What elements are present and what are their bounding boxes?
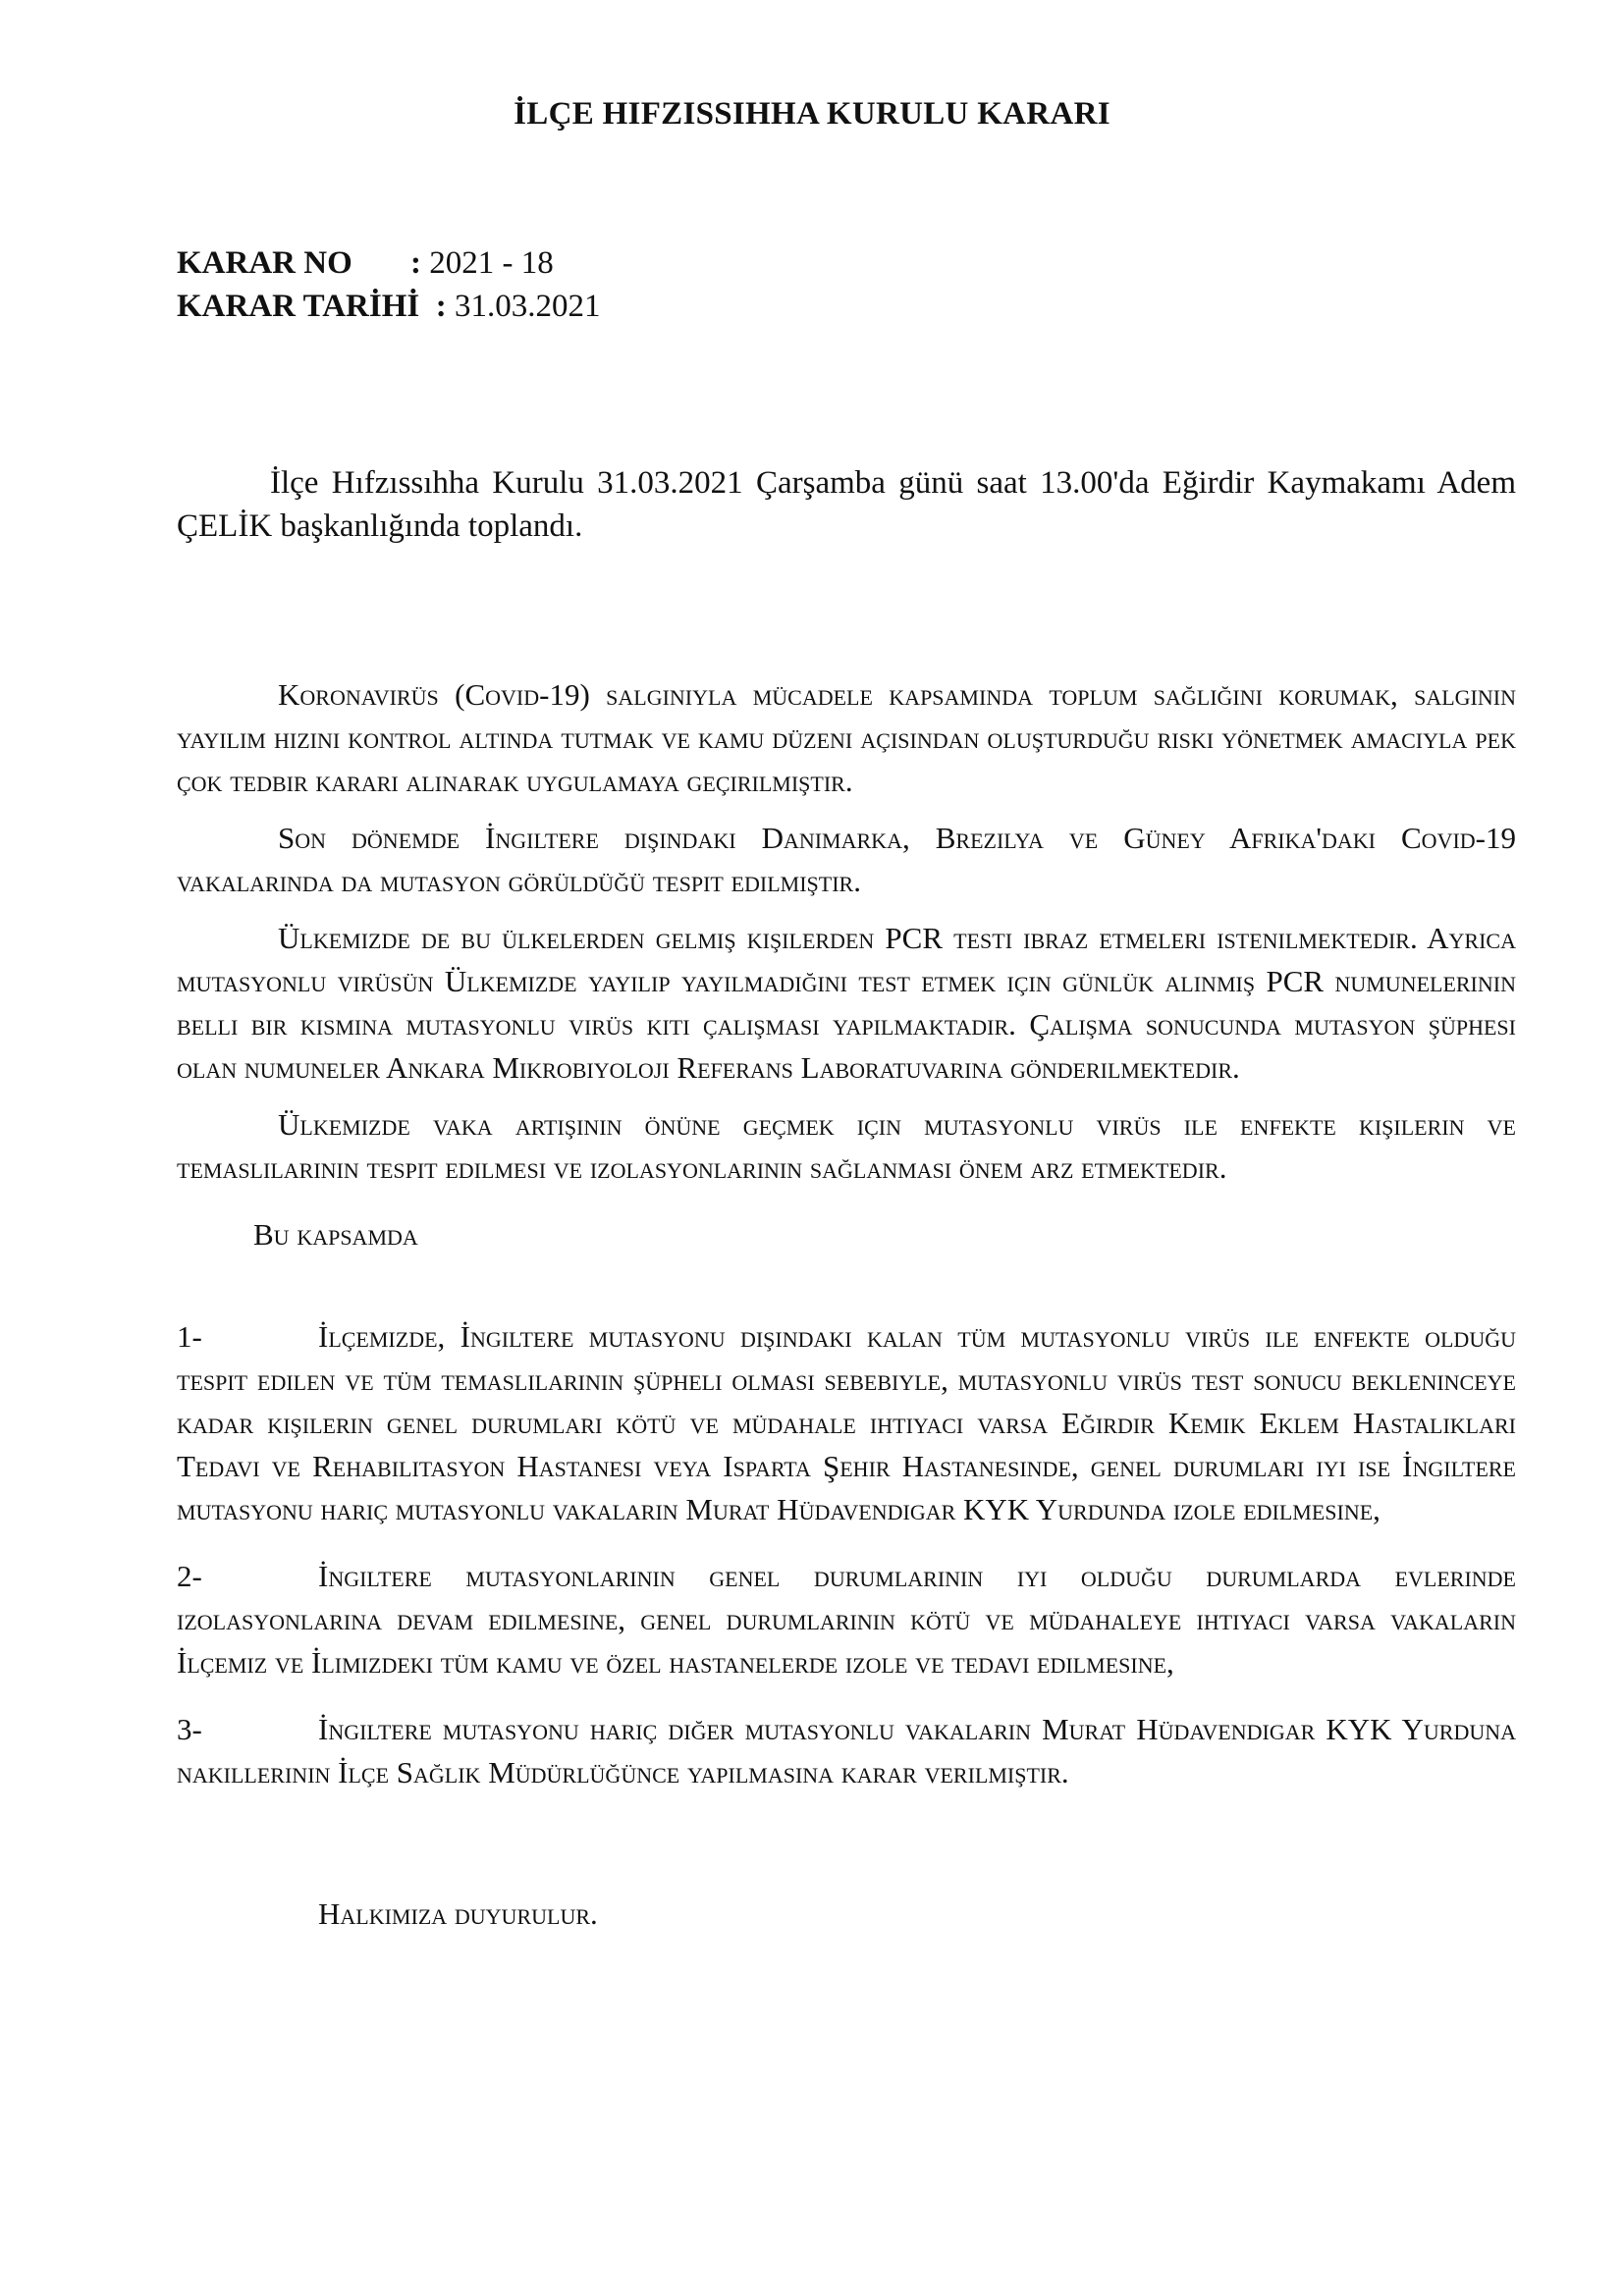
decision-number-colon: : xyxy=(410,245,421,281)
document-title: İLÇE HIFZISSIHHA KURULU KARARI xyxy=(514,96,1110,132)
body-paragraph: Ülkemizde de bu ülkelerden gelmiş kişilerden PCR testi ibraz etmeleri istenilmektedir. Ayrıca mutasyonlu virüsün Ülkemizde yayılıp yayılmadığını test etmek için günlük alınmış PCR numunelerinin belli bir kısmına mutasyonlu virüs kiti çalışması yapılmaktadır. Çalışma sonucunda mutasyon şüphesi olan numuneler Ankara Mikrobiyoloji Referans Laboratuvarına gönderilmektedir. xyxy=(177,921,1516,1085)
decision-item xyxy=(177,1315,1516,1531)
decision-item-number: 1- xyxy=(177,1319,202,1354)
decision-item-number: 3- xyxy=(177,1712,202,1746)
decision-item xyxy=(177,1708,1516,1794)
decision-date-row xyxy=(177,285,600,328)
decision-number-label: KARAR NO xyxy=(177,245,352,281)
decision-date-value: 31.03.2021 xyxy=(454,289,601,324)
intro-paragraph: İlçe Hıfzıssıhha Kurulu 31.03.2021 Çarşamba günü saat 13.00'da Eğirdir Kaymakamı Adem ÇELİK başkanlığında toplandı. xyxy=(177,465,1516,544)
decision-meta xyxy=(177,241,600,328)
decision-date-colon: : xyxy=(435,289,447,324)
document-body xyxy=(177,461,1516,1936)
body-paragraph: Son dönemde İngiltere dışındaki Danimarka, Brezilya ve Güney Afrika'daki Covid-19 vakalarında da mutasyon görüldüğü tespit edilmiştir. xyxy=(177,821,1516,898)
decision-number-row xyxy=(177,241,600,285)
closing-line: Halkımıza duyurulur. xyxy=(318,1896,598,1931)
decision-item-text: İngiltere mutasyonu hariç diğer mutasyonlu vakaların Murat Hüdavendigar KYK Yurduna nakillerinin İlçe Sağlık Müdürlüğünce yapılmasına karar verilmiştir. xyxy=(177,1712,1516,1789)
body-paragraph: Ülkemizde vaka artışının önüne geçmek için mutasyonlu virüs ile enfekte kişilerin ve temaslılarının tespit edilmesi ve izolasyonlarının sağlanması önem arz etmektedir. xyxy=(177,1107,1516,1185)
decision-item xyxy=(177,1555,1516,1684)
decision-item-text: İngiltere mutasyonlarının genel durumlarının iyi olduğu durumlarda evlerinde izolasyonlarına devam edilmesine, genel durumlarının kötü ve müdahaleye ihtiyacı varsa vakaların İlçemiz ve İlimizdeki tüm kamu ve özel hastanelerde izole ve tedavi edilmesine, xyxy=(177,1559,1517,1680)
decision-item-text: İlçemizde, İngiltere mutasyonu dışındaki kalan tüm mutasyonlu virüs ile enfekte olduğu tespit edilen ve tüm temaslılarının şüpheli olması sebebiyle, mutasyonlu virüs test sonucu beklenınceye kadar kişilerin genel durumları kötü ve müdahale ihtiyacı varsa Eğirdir Kemik Eklem Hastalıkları Tedavi ve Rehabilitasyon Hastanesi veya Isparta Şehir Hastanesinde, genel durumları iyi ise İngiltere mutasyonu hariç mutasyonlu vakaların Murat Hüdavendigar KYK Yurdunda izole edilmesine, xyxy=(177,1319,1516,1526)
decision-item-number: 2- xyxy=(177,1559,202,1593)
scope-heading: Bu kapsamda xyxy=(253,1217,418,1252)
body-paragraph: Koronavirüs (Covid-19) salgınıyla mücadele kapsamında toplum sağlığını korumak, salgının yayılım hızını kontrol altında tutmak ve kamu düzeni açısından oluşturduğu riski yönetmek amacıyla pek çok tedbir kararı alınarak uygulamaya geçirilmiştir. xyxy=(177,677,1516,798)
decision-date-label: KARAR TARİHİ xyxy=(177,289,420,324)
decision-number-value: 2021 - 18 xyxy=(429,245,554,281)
